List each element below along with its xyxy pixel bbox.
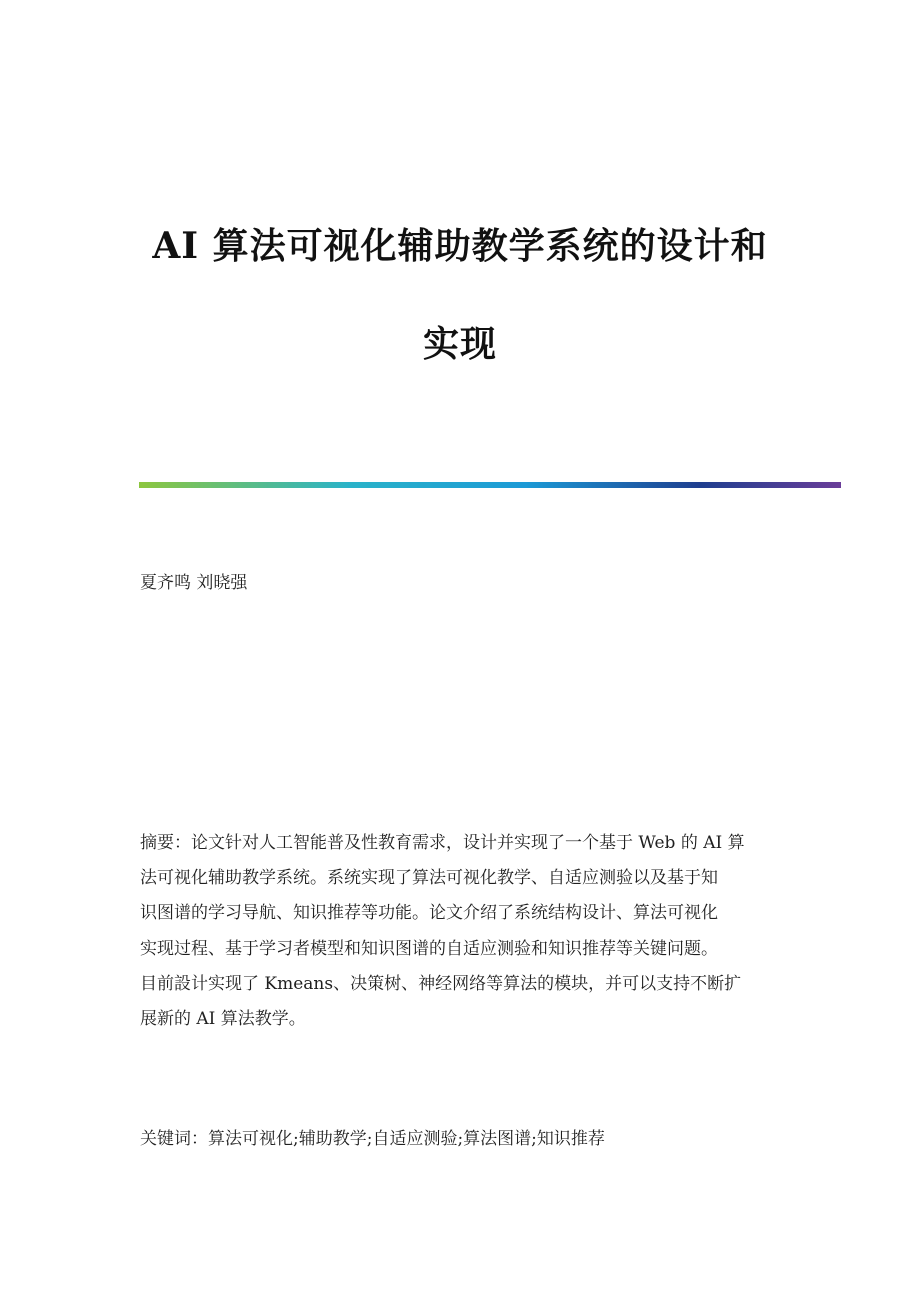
abstract — [140, 826, 780, 1037]
authors: 夏齐鸣 刘晓强 — [140, 573, 248, 593]
abstract-line: 法可视化辅助教学系统。系统实现了算法可视化教学、自适应测验以及基于知 — [140, 868, 718, 889]
keywords: 关键词：算法可视化;辅助教学;自适应测验;算法图谱;知识推荐 — [140, 1129, 605, 1149]
paper-title-line-1: AI 算法可视化辅助教学系统的设计和 — [152, 225, 768, 267]
abstract-line: 展新的 AI 算法教学。 — [140, 1008, 306, 1029]
paper-title-line-2: 实现 — [422, 323, 497, 365]
abstract-line: 识图谱的学习导航、知识推荐等功能。论文介绍了系统结构设计、算法可视化 — [140, 903, 718, 924]
abstract-line: 目前設计实现了 Kmeans、决策树、神经网络等算法的模块，并可以支持不断扩 — [140, 973, 742, 994]
abstract-line: 实现过程、基于学习者模型和知识图谱的自适应测验和知识推荐等关键问题。 — [140, 938, 718, 959]
gradient-divider — [139, 482, 841, 488]
abstract-line: 摘要：论文针对人工智能普及性教育需求，设计并实现了一个基于 Web 的 AI 算 — [140, 833, 745, 853]
